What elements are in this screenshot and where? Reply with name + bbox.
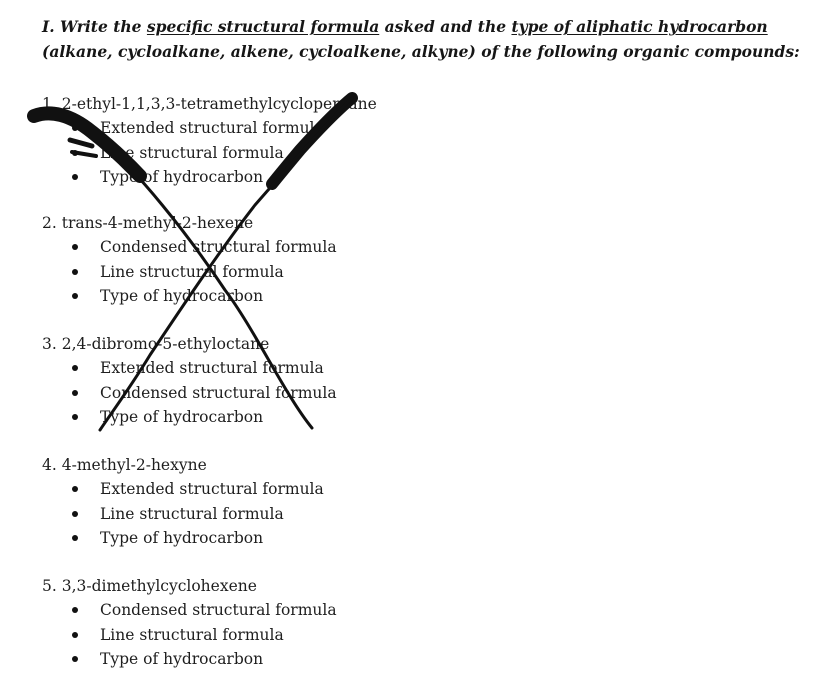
bullet-icon — [72, 656, 78, 662]
sub-item — [72, 405, 337, 430]
sub-item — [72, 165, 377, 190]
sub-item — [72, 647, 337, 672]
sub-item-label: Condensed structural formula — [100, 601, 337, 619]
bullet-icon — [72, 269, 78, 275]
sub-item — [72, 141, 377, 166]
bullet-icon — [72, 535, 78, 541]
sub-item — [72, 284, 337, 309]
sub-item — [72, 526, 324, 551]
sub-item-label: Condensed structural formula — [100, 238, 337, 256]
question-title: 5. 3,3-dimethylcyclohexene — [42, 577, 257, 595]
sub-item — [72, 260, 337, 285]
question-4 — [42, 453, 324, 551]
sub-item-label: Type of hydrocarbon — [100, 168, 264, 186]
sub-item — [72, 502, 324, 527]
bullet-icon — [72, 244, 78, 250]
bullet-icon — [72, 486, 78, 492]
sub-item-label: Line structural formula — [100, 625, 284, 644]
bullet-icon — [72, 607, 78, 613]
instructions-heading — [42, 14, 802, 64]
sub-item-label: Extended structural formula — [100, 480, 324, 498]
instructions-prefix: I. Write the — [42, 17, 147, 36]
bullet-icon — [72, 125, 78, 131]
bullet-icon — [72, 414, 78, 420]
underlined-phrase-hydrocarbon-type: type of aliphatic hydrocarbon — [511, 17, 768, 36]
question-title: 2. trans-4-methyl-2-hexene — [42, 214, 254, 232]
sub-item-list — [42, 598, 337, 672]
bullet-icon — [72, 365, 78, 371]
question-title: 3. 2,4-dibromo-5-ethyloctane — [42, 335, 270, 353]
question-5 — [42, 574, 337, 672]
bullet-icon — [72, 150, 78, 156]
sub-item-label: Type of hydrocarbon — [100, 650, 264, 668]
bullet-icon — [72, 293, 78, 299]
bullet-icon — [72, 632, 78, 638]
sub-item — [72, 235, 337, 260]
bullet-icon — [72, 511, 78, 517]
bullet-icon — [72, 390, 78, 396]
bullet-icon — [72, 174, 78, 180]
sub-item — [72, 356, 337, 381]
question-2 — [42, 211, 337, 309]
underlined-phrase-structural-formula: specific structural formula — [146, 17, 380, 36]
question-1 — [42, 92, 377, 190]
sub-item — [72, 623, 337, 648]
sub-item-label: Extended structural formula — [100, 119, 324, 137]
sub-item-list — [42, 477, 324, 551]
sub-item — [72, 598, 337, 623]
sub-item-label: Line structural formula — [100, 504, 284, 523]
sub-item-label: Line structural formula — [100, 262, 284, 281]
sub-item-list — [42, 235, 337, 309]
question-title: 4. 4-methyl-2-hexyne — [42, 456, 207, 474]
sub-item-label: Condensed structural formula — [100, 383, 337, 402]
instructions-suffix: (alkane, cycloalkane, alkene, cycloalkene, alkyne) of the following organic compounds: — [42, 42, 800, 61]
question-title: 1. 2-ethyl-1,1,3,3-tetramethylcyclopentane — [42, 95, 377, 113]
sub-item-label: Type of hydrocarbon — [100, 287, 264, 305]
sub-item-label: Extended structural formula — [100, 359, 324, 377]
sub-item-label: Type of hydrocarbon — [100, 408, 264, 426]
question-3 — [42, 332, 337, 430]
sub-item — [72, 381, 337, 406]
sub-item — [72, 477, 324, 502]
sub-item-list — [42, 116, 377, 190]
sub-item — [72, 116, 377, 141]
sub-item-label: Type of hydrocarbon — [100, 529, 264, 547]
sub-item-list — [42, 356, 337, 430]
instructions-mid: asked and the — [379, 17, 512, 36]
sub-item-label: Line structural formula — [100, 143, 284, 162]
